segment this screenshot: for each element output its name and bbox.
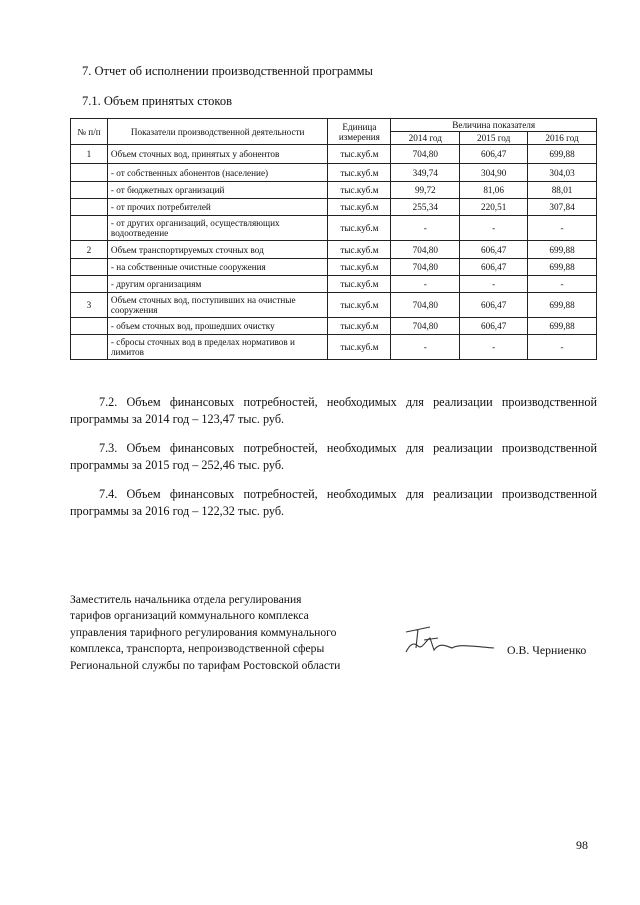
row-unit: тыс.куб.м <box>328 216 391 241</box>
row-indicator: Объем транспортируемых сточных вод <box>107 241 328 259</box>
table-row <box>71 145 597 164</box>
row-number <box>71 335 108 360</box>
row-value-2015: 81,06 <box>460 182 528 199</box>
handwritten-signature <box>400 618 495 660</box>
row-unit: тыс.куб.м <box>328 276 391 293</box>
row-value-2015: 606,47 <box>460 293 528 318</box>
table-row <box>71 164 597 182</box>
header-year: 2014 год <box>391 132 460 145</box>
row-unit: тыс.куб.м <box>328 241 391 259</box>
row-value-2015: 606,47 <box>460 241 528 259</box>
row-value-2016: 699,88 <box>528 241 597 259</box>
row-indicator: - объем сточных вод, прошедших очистку <box>107 318 328 335</box>
row-value-2016: - <box>528 335 597 360</box>
header-year: 2016 год <box>528 132 597 145</box>
row-number <box>71 182 108 199</box>
row-unit: тыс.куб.м <box>328 182 391 199</box>
intake-volume-table <box>70 118 597 360</box>
row-number <box>71 216 108 241</box>
header-indicator: Показатели производственной деятельности <box>107 119 328 145</box>
signatory-name: О.В. Черниенко <box>507 643 587 657</box>
header-year: 2015 год <box>460 132 528 145</box>
row-number <box>71 276 108 293</box>
row-indicator: Объем сточных вод, поступивших на очистные сооружения <box>107 293 328 318</box>
header-unit: Единица измерения <box>328 119 391 145</box>
row-number <box>71 318 108 335</box>
subsection-title: 7.1. Объем принятых стоков <box>82 94 232 108</box>
row-value-2015: 606,47 <box>460 259 528 276</box>
table-row <box>71 182 597 199</box>
row-indicator: - от бюджетных организаций <box>107 182 328 199</box>
row-unit: тыс.куб.м <box>328 259 391 276</box>
signatory-line: Заместитель начальника отдела регулирования <box>70 593 302 606</box>
row-value-2014: 704,80 <box>391 318 460 335</box>
row-value-2016: - <box>528 216 597 241</box>
paragraph-7-3: 7.3. Объем финансовых потребностей, необходимых для реализации производственной программы за 2015 год – 252,46 тыс. руб. <box>70 441 597 472</box>
header-num: № п/п <box>71 119 108 145</box>
row-value-2015: 304,90 <box>460 164 528 182</box>
table-row <box>71 293 597 318</box>
header-value-group: Величина показателя <box>391 119 597 132</box>
row-value-2014: - <box>391 276 460 293</box>
row-value-2014: 704,80 <box>391 293 460 318</box>
row-value-2014: 349,74 <box>391 164 460 182</box>
row-value-2014: 704,80 <box>391 259 460 276</box>
row-number: 1 <box>71 145 108 164</box>
table-row <box>71 199 597 216</box>
row-unit: тыс.куб.м <box>328 164 391 182</box>
paragraph-7-2: 7.2. Объем финансовых потребностей, необходимых для реализации производственной программы за 2014 год – 123,47 тыс. руб. <box>70 395 597 426</box>
row-value-2016: 699,88 <box>528 318 597 335</box>
row-value-2014: 99,72 <box>391 182 460 199</box>
row-number <box>71 199 108 216</box>
row-value-2015: - <box>460 216 528 241</box>
row-value-2015: 606,47 <box>460 145 528 164</box>
row-unit: тыс.куб.м <box>328 293 391 318</box>
row-unit: тыс.куб.м <box>328 199 391 216</box>
row-value-2016: 307,84 <box>528 199 597 216</box>
row-value-2014: 704,80 <box>391 241 460 259</box>
row-indicator: - от других организаций, осуществляющих водоотведение <box>107 216 328 241</box>
row-value-2015: 606,47 <box>460 318 528 335</box>
row-value-2015: - <box>460 335 528 360</box>
signatory-position <box>70 592 340 674</box>
row-indicator: - от собственных абонентов (население) <box>107 164 328 182</box>
table-row <box>71 276 597 293</box>
row-indicator: - от прочих потребителей <box>107 199 328 216</box>
page-number: 98 <box>576 838 588 852</box>
row-value-2015: - <box>460 276 528 293</box>
row-value-2016: 699,88 <box>528 145 597 164</box>
row-number: 2 <box>71 241 108 259</box>
signatory-line: комплекса, транспорта, непроизводственной сферы <box>70 642 325 656</box>
row-unit: тыс.куб.м <box>328 318 391 335</box>
row-value-2016: - <box>528 276 597 293</box>
signatory-line: управления тарифного регулирования коммунального <box>70 625 337 639</box>
row-value-2014: 704,80 <box>391 145 460 164</box>
row-indicator: - сбросы сточных вод в пределах нормативов и лимитов <box>107 335 328 360</box>
row-value-2014: - <box>391 216 460 241</box>
row-indicator: Объем сточных вод, принятых у абонентов <box>107 145 328 164</box>
table-header-row <box>71 119 597 132</box>
table-row <box>71 318 597 335</box>
table-row <box>71 335 597 360</box>
row-value-2016: 699,88 <box>528 293 597 318</box>
row-number <box>71 164 108 182</box>
row-value-2016: 699,88 <box>528 259 597 276</box>
row-indicator: - на собственные очистные сооружения <box>107 259 328 276</box>
signatory-line: Региональной службы по тарифам Ростовской области <box>70 658 341 672</box>
row-unit: тыс.куб.м <box>328 145 391 164</box>
row-value-2014: 255,34 <box>391 199 460 216</box>
paragraph-7-4: 7.4. Объем финансовых потребностей, необходимых для реализации производственной программы за 2016 год – 122,32 тыс. руб. <box>70 487 597 518</box>
table-row <box>71 216 597 241</box>
row-indicator: - другим организациям <box>107 276 328 293</box>
row-value-2016: 304,03 <box>528 164 597 182</box>
row-unit: тыс.куб.м <box>328 335 391 360</box>
table-row <box>71 241 597 259</box>
row-value-2014: - <box>391 335 460 360</box>
table-body <box>71 145 597 360</box>
signatory-line: тарифов организаций коммунального комплекса <box>70 609 309 623</box>
row-value-2015: 220,51 <box>460 199 528 216</box>
row-value-2016: 88,01 <box>528 182 597 199</box>
section-title: 7. Отчет об исполнении производственной программы <box>82 64 373 78</box>
row-number <box>71 259 108 276</box>
row-number: 3 <box>71 293 108 318</box>
table-row <box>71 259 597 276</box>
